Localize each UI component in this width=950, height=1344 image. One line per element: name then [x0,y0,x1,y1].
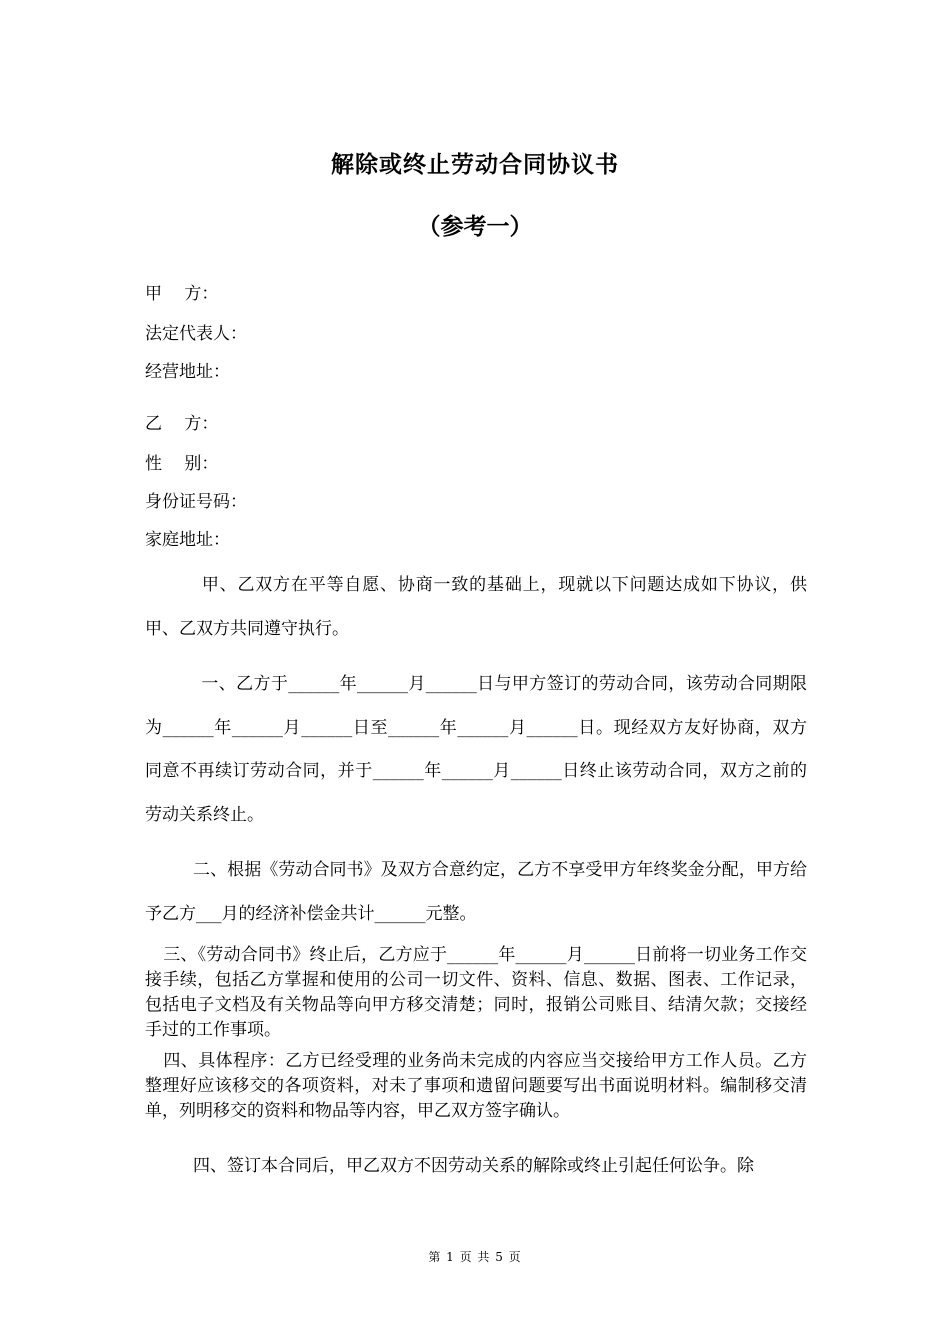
clause-4a-paragraph: 四、具体程序：乙方已经受理的业务尚未完成的内容应当交接给甲方工作人员。乙方整理好应该移交的各项资料，对未了事项和遗留问题要写出书面说明材料。编制移交清单，列明移交的资料和物品等内容，甲乙双方签字确认。 [145,1051,807,1121]
party-b-id-label: 身份证号码： [145,492,247,512]
party-b-label: 乙 方： [145,414,219,434]
clause-4b-paragraph: 四、签订本合同后，甲乙双方不因劳动关系的解除或终止引起任何讼争。除 [193,1156,754,1176]
party-a-address-label: 经营地址： [145,362,230,382]
party-a-representative-label: 法定代表人： [145,324,247,344]
clause-2-paragraph: 二、根据《劳动合同书》及双方合意约定，乙方不享受甲方年终奖金分配，甲方给予乙方___月的经济补偿金共计______元整。 [145,860,807,924]
clause-1-paragraph: 一、乙方于______年______月______日与甲方签订的劳动合同，该劳动合同期限为______年______月______日至______年______月______日。现经双方友好协商，双方同意不再续订劳动合同，并于______年______月______日终止该劳动合同，双方之前的劳动关系终止。 [145,674,807,825]
party-a-label: 甲 方： [145,284,219,304]
clause-3-paragraph: 三、《劳动合同书》终止后，乙方应于______年______月______日前将一切业务工作交接手续，包括乙方掌握和使用的公司一切文件、资料、信息、数据、图表、工作记录，包括电子文档及有关物品等向甲方移交清楚；同时，报销公司账目、结清欠款；交接经手过的工作事项。 [145,945,807,1040]
page-footer: 第 1 页 共 5 页 [428,1250,522,1264]
party-b-gender-label: 性 别： [145,454,219,474]
document-title: 解除或终止劳动合同协议书 [331,151,619,178]
document-subtitle: （参考一） [417,213,533,240]
party-b-address-label: 家庭地址： [145,530,230,550]
intro-paragraph: 甲、乙双方在平等自愿、协商一致的基础上，现就以下问题达成如下协议，供甲、乙双方共同遵守执行。 [145,575,807,639]
